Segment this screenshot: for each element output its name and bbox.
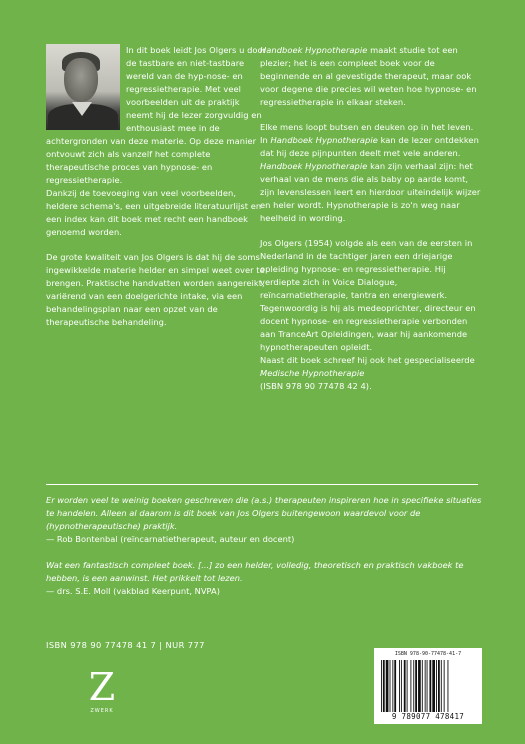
quote-text: Wat een fantastisch compleet boek. [...] zo een helder, volledig, theoretisch en praktisch vakboek te hebben, is een aanwinst. Het prikkelt tot lezen. <box>46 560 464 583</box>
quote-text: Er worden veel te weinig boeken geschreven die (a.s.) therapeuten inspireren hoe in specifieke situaties te handelen. Alleen al daarom is dit boek van Jos Olgers buitengewoon waardevol voor de (hypnotherapeutische) praktijk. <box>46 495 482 531</box>
quote-author: — drs. S.E. Moll (vakblad Keerpunt, NVPA) <box>46 586 220 596</box>
barcode-bar <box>413 660 414 712</box>
barcode-bar <box>390 660 391 712</box>
author-photo <box>46 44 120 130</box>
barcode-bar <box>404 660 406 712</box>
divider <box>46 484 478 485</box>
barcode-bar <box>438 660 440 712</box>
book-title: Handboek Hypnotherapie <box>270 135 378 145</box>
study-paragraph: Handboek Hypnotherapie maakt studie tot een plezier; het is een compleet boek voor de beginnende en al gevestigde therapeut, maar ook voor degene die precies wil weten hoe hypnose- en regressietherapie in elkaar steken. <box>260 45 477 107</box>
barcode-bar <box>392 660 393 712</box>
quote-author: — Rob Bontenbal (reïncarnatietherapeut, auteur en docent) <box>46 534 295 544</box>
publisher-logo-letter: Z <box>88 665 116 709</box>
barcode-bar <box>401 660 402 712</box>
book-title: Handboek Hypnotherapie <box>260 161 368 171</box>
left-column <box>46 44 268 329</box>
right-column <box>260 44 482 393</box>
examples-paragraph: Dankzij de toevoeging van veel voorbeelden, heldere schema's, een uitgebreide literatuurlijst en een index kan dit boek met recht een handboek genoemd worden. <box>46 188 262 237</box>
publisher-name: ZWERK <box>90 708 114 714</box>
barcode-bar <box>427 660 428 712</box>
barcode-bar <box>441 660 442 712</box>
isbn-nur-line: ISBN 978 90 77478 41 7 | NUR 777 <box>46 640 205 650</box>
publisher-logo <box>80 666 124 722</box>
author-bio-paragraph: Jos Olgers (1954) volgde als een van de eersten in Nederland in de tachtiger jaren een driejarige opleiding hypnose- en regressietherapie. Hij verdiepte zich in Voice Dialogue, reïncarnatietherapie, tantra en energiewerk. Tegenwoordig is hij als medeoprichter, directeur en docent hypnose- en regressietherapie verbonden aan TranceArt Opleidingen, waar hij aankomende hypnotherapeuten opleidt. <box>260 238 476 352</box>
other-book-paragraph: Naast dit boek schreef hij ook het gespecialiseerde Medische Hypnotherapie (ISBN 978 90 77478 42 4). <box>260 355 475 391</box>
barcode-bar <box>407 660 408 712</box>
barcode-bar <box>399 660 400 712</box>
other-book-isbn: (ISBN 978 90 77478 42 4). <box>260 381 372 391</box>
barcode-bar <box>444 660 445 712</box>
barcode-bar <box>432 660 435 712</box>
barcode <box>374 648 482 724</box>
life-paragraph: Elke mens loopt butsen en deuken op in het leven. In Handboek Hypnotherapie kan de lezer ontdekken dat hij deze pijnpunten deelt met vele anderen. Handboek Hypnotherapie kan zijn verhaal zijn: het verhaal van de mens die als baby op aarde komt, zijn levenslessen leert en hierdoor uiteindelijk wijzer en heler wordt. Hypnotherapie is zo'n weg naar heelheid in wording. <box>260 122 481 223</box>
barcode-digits: 9 789077 478417 <box>391 712 465 721</box>
barcode-bar <box>418 660 421 712</box>
barcode-bar <box>425 660 426 712</box>
barcode-bars <box>380 660 476 712</box>
barcode-bar <box>448 660 449 712</box>
barcode-bar <box>429 660 431 712</box>
barcode-bar <box>422 660 423 712</box>
book-title: Handboek Hypnotherapie <box>260 45 368 55</box>
barcode-bar <box>394 660 396 712</box>
barcode-bar <box>381 660 382 712</box>
barcode-bar <box>386 660 389 712</box>
barcode-bar <box>436 660 437 712</box>
barcode-isbn-label: ISBN 978-90-77478-41-7 <box>394 651 462 657</box>
other-book-title: Medische Hypnotherapie <box>260 368 365 378</box>
barcode-bar <box>415 660 417 712</box>
quality-paragraph: De grote kwaliteit van Jos Olgers is dat hij de soms ingewikkelde materie helder en simpel weet over te brengen. Praktische handvatten worden aangereikt, variërend van een doelgerichte intake, via een behandelingsplan naar een opzet van de therapeutische behandeling. <box>46 252 265 327</box>
barcode-bar <box>410 660 411 712</box>
intro-paragraph: In dit boek leidt Jos Olgers u door de tastbare en niet-tastbare wereld van de hyp-nose- en regressietherapie. Met veel voorbeelden uit de praktijk neemt hij de lezer zorgvuldig en enthousiast mee in de achtergronden van deze materie. Op deze manier ontvouwt zich als vanzelf het complete therapeutische proces van hypnose- en regressietherapie. <box>46 45 267 185</box>
quotes-section <box>46 494 486 598</box>
barcode-bar <box>383 660 385 712</box>
